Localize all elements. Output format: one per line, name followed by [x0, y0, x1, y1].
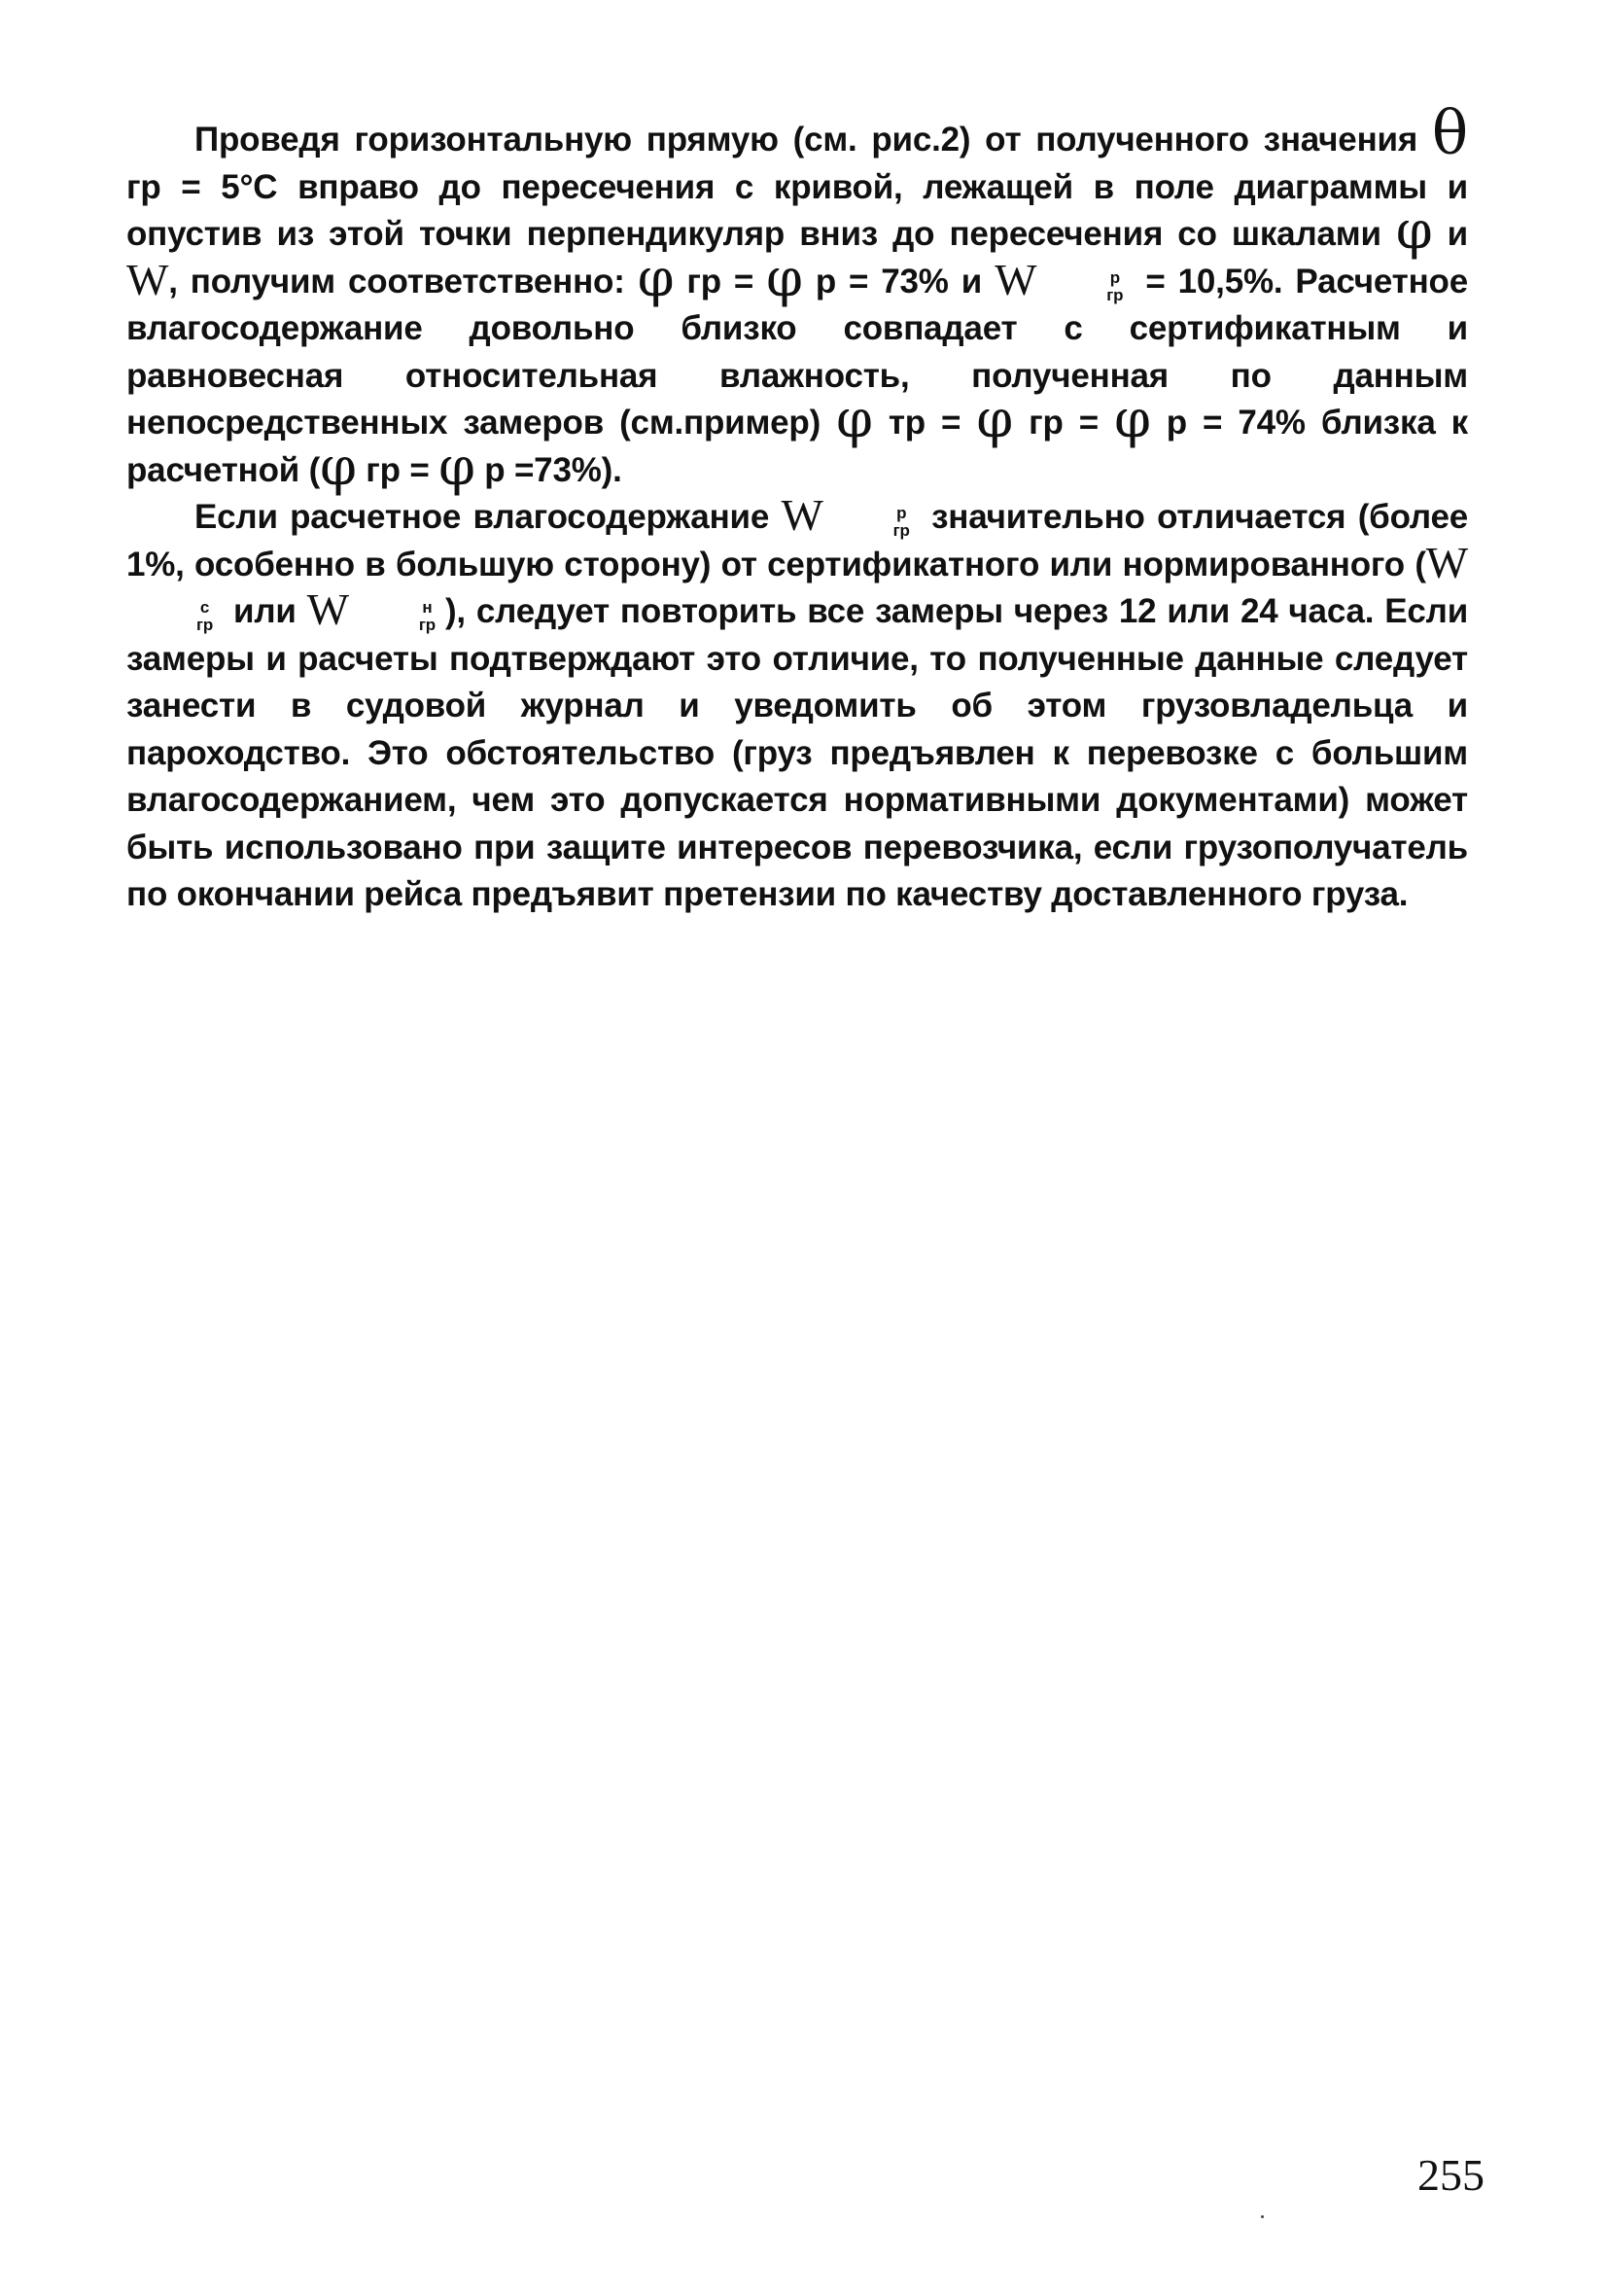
phi-symbol: φ	[976, 388, 1014, 449]
text-run: ), следует повторить все замеры через 12 или 24 часа. Если замеры и расчеты подтверждают это отличие, то полученные данные следует занести в судовой журнал и уведомить об этом грузовладельца и пароходство. Это обстоятельство (груз предъявлен к перевозке с большим влагосодержанием, чем это допускается нормативными документами) может быть использовано при защите интересов перевозчика, если грузополучатель по окончании рейса предъявит претензии по качеству доставленного груза.	[126, 592, 1469, 913]
phi-symbol: φ	[766, 246, 803, 308]
w-indices	[351, 599, 436, 634]
page-body	[126, 97, 1469, 919]
paragraph-1	[126, 97, 1468, 497]
superscript-s: с	[199, 598, 210, 617]
subscript-gr: гр	[1106, 285, 1124, 304]
text-run: тр =	[872, 404, 977, 442]
text-run: гр =	[356, 450, 439, 489]
text-run: , получим соответственно:	[168, 262, 638, 300]
paragraph-2	[126, 490, 1469, 919]
text-run: Если расчетное влагосодержание	[194, 498, 782, 536]
text-run: гр =	[1013, 404, 1115, 442]
phi-symbol: φ	[637, 246, 675, 308]
w-symbol: W	[995, 254, 1037, 304]
w-symbol: W	[781, 490, 823, 540]
subscript-gr: гр	[196, 616, 214, 634]
w-indices	[128, 599, 213, 634]
subscript-gr: гр	[892, 521, 910, 540]
text-run: гр =	[674, 262, 767, 300]
superscript-r: р	[1109, 267, 1120, 287]
text-run: или	[223, 592, 307, 630]
phi-symbol: φ	[438, 435, 475, 497]
superscript-r: р	[896, 504, 907, 522]
w-symbol: W	[306, 584, 349, 634]
text-run: р =73%).	[474, 450, 622, 489]
w-symbol: W	[1425, 537, 1468, 587]
text-run: гр = 5°С вправо до пересечения с кривой, лежащей в поле диаграммы и опустив из этой точки перпендикуляр вниз до пересечения со шкалами	[126, 167, 1468, 253]
w-indices	[1038, 269, 1123, 304]
text-run: и	[1432, 215, 1468, 253]
theta-symbol: θ	[1431, 97, 1468, 168]
page-number: 255	[1417, 2150, 1485, 2200]
phi-symbol: φ	[1395, 199, 1433, 261]
text-run: Проведя горизонтальную прямую (см. рис.2) от полученного значения	[194, 121, 1432, 159]
scan-speck	[1261, 2215, 1264, 2218]
w-indices	[825, 505, 910, 540]
text-run: р = 73% и	[802, 262, 996, 300]
phi-symbol: φ	[1114, 388, 1151, 449]
w-symbol: W	[126, 254, 169, 304]
text-run: = 10,5%. Расчетное влагосодержание довольно близко совпадает с сертификатным и равновесная относительная влажность, полученная по данным непосредственных замеров (см.пример)	[126, 262, 1468, 442]
phi-symbol: φ	[836, 388, 873, 449]
subscript-gr: гр	[418, 616, 436, 634]
superscript-n: н	[422, 598, 433, 617]
text-run: р = 74% близка к расчетной (	[126, 404, 1468, 489]
phi-symbol: φ	[320, 435, 357, 497]
text-run: значительно отличается (более 1%, особенно в большую сторону) от сертификатного или нормированного (	[126, 498, 1468, 583]
